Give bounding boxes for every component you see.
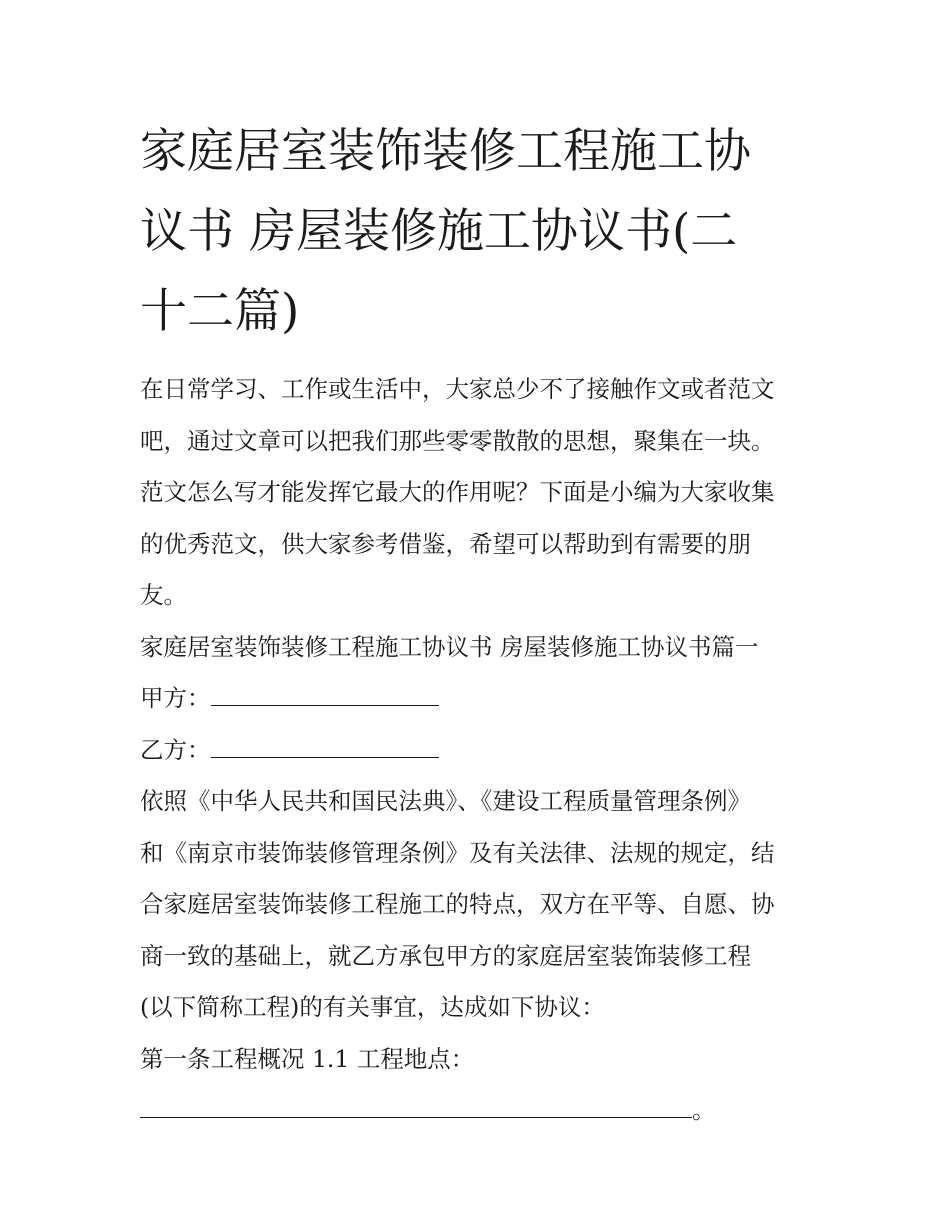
intro-paragraph (140, 364, 820, 622)
agreement-line: 和《南京市装饰装修管理条例》及有关法律、法规的规定，结 (140, 838, 775, 867)
agreement-line: 依照《中华人民共和国民法典》、《建设工程质量管理条例》 (140, 787, 751, 815)
agreement-line: (以下简称工程)的有关事宜，达成如下协议： (140, 993, 605, 1021)
document-page (140, 112, 820, 1137)
agreement-paragraph (140, 776, 820, 1034)
party-a-row (140, 673, 820, 725)
party-b-row (140, 725, 820, 777)
intro-line: 范文怎么写才能发挥它最大的作用呢？下面是小编为大家收集 (140, 478, 775, 506)
location-blank[interactable] (140, 1095, 692, 1118)
party-a-blank[interactable] (211, 683, 439, 706)
agreement-line: 合家庭居室装饰装修工程施工的特点，双方在平等、自愿、协 (140, 890, 775, 918)
intro-line: 的优秀范文，供大家参考借鉴，希望可以帮助到有需要的朋 (140, 529, 751, 558)
intro-line: 友。 (140, 581, 187, 609)
party-b-blank[interactable] (211, 735, 439, 758)
intro-line: 在日常学习、工作或生活中，大家总少不了接触作文或者范文 (140, 375, 775, 403)
location-end-mark: 。 (692, 1096, 716, 1124)
section-heading: 家庭居室装饰装修工程施工协议书 房屋装修施工协议书篇一 (140, 632, 759, 661)
intro-line: 吧，通过文章可以把我们那些零零散散的思想，聚集在一块。 (140, 426, 775, 455)
party-b-label: 乙方： (140, 735, 211, 764)
document-title (140, 112, 820, 352)
title-line-2: 议书 房屋装修施工协议书(二 (140, 204, 738, 259)
location-row (140, 1085, 820, 1137)
title-line-3: 十二篇) (140, 284, 300, 339)
title-line-1: 家庭居室装饰装修工程施工协 (140, 124, 751, 179)
agreement-line: 商一致的基础上，就乙方承包甲方的家庭居室装饰装修工程 (140, 941, 751, 970)
party-a-label: 甲方： (140, 684, 211, 712)
article-1-heading: 第一条工程概况 1.1 工程地点： (140, 1044, 475, 1073)
